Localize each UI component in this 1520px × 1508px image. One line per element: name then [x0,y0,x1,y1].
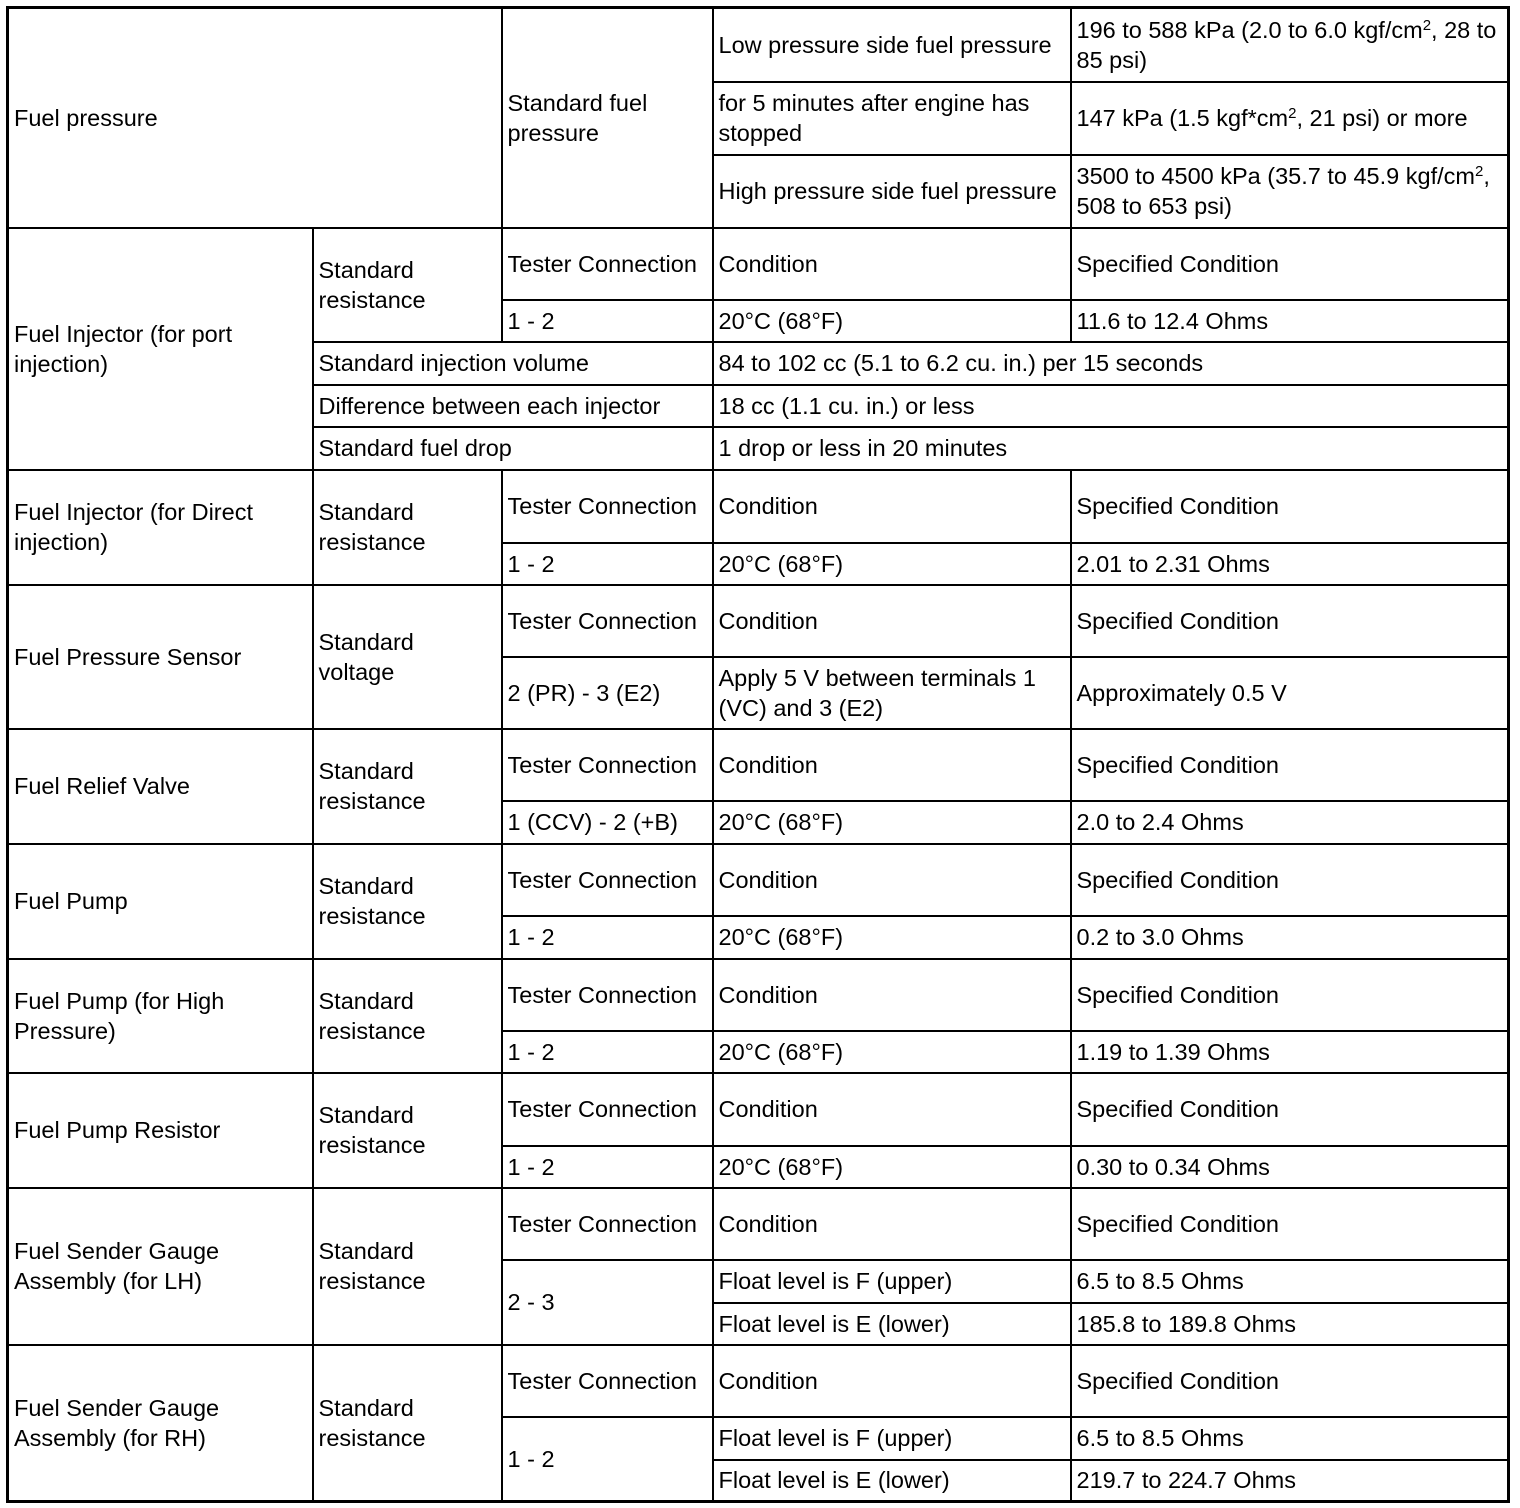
condition-cell: 20°C (68°F) [713,1146,1071,1188]
condition-cell: Apply 5 V between terminals 1 (VC) and 3 (E2) [713,657,1071,729]
specified-header: Specified Condition [1071,1073,1509,1146]
value-cell: 196 to 588 kPa (2.0 to 6.0 kgf/$cm^2$, 28 to 85 psi) [1071,8,1509,82]
table-row [8,729,1509,801]
tester-header: Tester Connection [502,1073,713,1146]
item-cell: Fuel pressure [8,8,502,228]
condition-cell: Low pressure side fuel pressure [713,8,1071,82]
label-cell: Difference between each injector [313,385,713,427]
value-cell: 219.7 to 224.7 Ohms [1071,1460,1509,1502]
condition-cell: 20°C (68°F) [713,1031,1071,1073]
value-cell: 185.8 to 189.8 Ohms [1071,1303,1509,1345]
condition-cell: Float level is E (lower) [713,1460,1071,1502]
category-cell: Standard resistance [313,1188,502,1345]
condition-cell: Float level is F (upper) [713,1260,1071,1303]
item-cell: Fuel Pressure Sensor [8,585,313,729]
tester-header: Tester Connection [502,1345,713,1417]
specified-header: Specified Condition [1071,228,1509,300]
specified-header: Specified Condition [1071,1345,1509,1417]
value-cell: 2.01 to 2.31 Ohms [1071,543,1509,585]
terminal-cell: 1 - 2 [502,300,713,342]
item-cell: Fuel Sender Gauge Assembly (for RH) [8,1345,313,1502]
category-cell: Standard resistance [313,228,502,342]
terminal-cell: 2 (PR) - 3 (E2) [502,657,713,729]
condition-header: Condition [713,1188,1071,1260]
condition-cell: 20°C (68°F) [713,801,1071,844]
value-cell: 6.5 to 8.5 Ohms [1071,1417,1509,1460]
item-cell: Fuel Pump [8,844,313,959]
item-cell: Fuel Pump Resistor [8,1073,313,1188]
condition-header: Condition [713,470,1071,543]
value-cell: 3500 to 4500 kPa (35.7 to 45.9 kgf/$cm^2$, 508 to 653 psi) [1071,155,1509,228]
condition-header: Condition [713,844,1071,916]
specified-header: Specified Condition [1071,844,1509,916]
item-cell: Fuel Injector (for Direct injection) [8,470,313,585]
terminal-cell: 1 (CCV) - 2 (+B) [502,801,713,844]
specified-header: Specified Condition [1071,470,1509,543]
condition-header: Condition [713,228,1071,300]
table-row [8,8,1509,82]
condition-cell: Float level is E (lower) [713,1303,1071,1345]
category-cell: Standard voltage [313,585,502,729]
table-row [8,959,1509,1031]
tester-header: Tester Connection [502,729,713,801]
specified-header: Specified Condition [1071,729,1509,801]
specified-header: Specified Condition [1071,585,1509,657]
terminal-cell: 1 - 2 [502,543,713,585]
label-cell: Standard fuel drop [313,427,713,470]
tester-header: Tester Connection [502,959,713,1031]
value-cell: 1.19 to 1.39 Ohms [1071,1031,1509,1073]
terminal-cell: 1 - 2 [502,1417,713,1502]
category-cell: Standard resistance [313,959,502,1073]
terminal-cell: 1 - 2 [502,916,713,959]
table-row [8,1345,1509,1417]
category-cell: Standard resistance [313,729,502,844]
condition-cell: 20°C (68°F) [713,543,1071,585]
value-cell: 18 cc (1.1 cu. in.) or less [713,385,1509,427]
value-cell: 84 to 102 cc (5.1 to 6.2 cu. in.) per 15 seconds [713,342,1509,385]
value-cell: 147 kPa (1.5 $kgf*cm^2$, 21 psi) or more [1071,82,1509,155]
condition-header: Condition [713,1073,1071,1146]
value-cell: 6.5 to 8.5 Ohms [1071,1260,1509,1303]
category-cell: Standard resistance [313,844,502,959]
category-cell: Standard resistance [313,1345,502,1502]
table-row [8,470,1509,543]
value-cell: 2.0 to 2.4 Ohms [1071,801,1509,844]
condition-cell: Float level is F (upper) [713,1417,1071,1460]
tester-header: Tester Connection [502,228,713,300]
value-cell: Approximately 0.5 V [1071,657,1509,729]
condition-cell: for 5 minutes after engine has stopped [713,82,1071,155]
tester-header: Tester Connection [502,1188,713,1260]
value-cell: 0.2 to 3.0 Ohms [1071,916,1509,959]
condition-header: Condition [713,585,1071,657]
category-cell: Standard resistance [313,470,502,585]
value-cell: 0.30 to 0.34 Ohms [1071,1146,1509,1188]
specified-header: Specified Condition [1071,1188,1509,1260]
table-row [8,585,1509,657]
condition-cell: 20°C (68°F) [713,916,1071,959]
value-cell: 11.6 to 12.4 Ohms [1071,300,1509,342]
item-cell: Fuel Relief Valve [8,729,313,844]
value-cell: 1 drop or less in 20 minutes [713,427,1509,470]
condition-cell: 20°C (68°F) [713,300,1071,342]
condition-header: Condition [713,1345,1071,1417]
fuel-system-spec-table [6,6,1510,1503]
table-row [8,844,1509,916]
table-row [8,228,1509,300]
label-cell: Standard injection volume [313,342,713,385]
condition-header: Condition [713,729,1071,801]
item-cell: Fuel Injector (for port injection) [8,228,313,470]
category-cell: Standard resistance [313,1073,502,1188]
terminal-cell: 1 - 2 [502,1031,713,1073]
terminal-cell: 1 - 2 [502,1146,713,1188]
category-cell: Standard fuel pressure [502,8,713,228]
specified-header: Specified Condition [1071,959,1509,1031]
condition-cell: High pressure side fuel pressure [713,155,1071,228]
table-row [8,1188,1509,1260]
item-cell: Fuel Sender Gauge Assembly (for LH) [8,1188,313,1345]
tester-header: Tester Connection [502,470,713,543]
condition-header: Condition [713,959,1071,1031]
tester-header: Tester Connection [502,585,713,657]
item-cell: Fuel Pump (for High Pressure) [8,959,313,1073]
terminal-cell: 2 - 3 [502,1260,713,1345]
tester-header: Tester Connection [502,844,713,916]
table-row [8,1073,1509,1146]
